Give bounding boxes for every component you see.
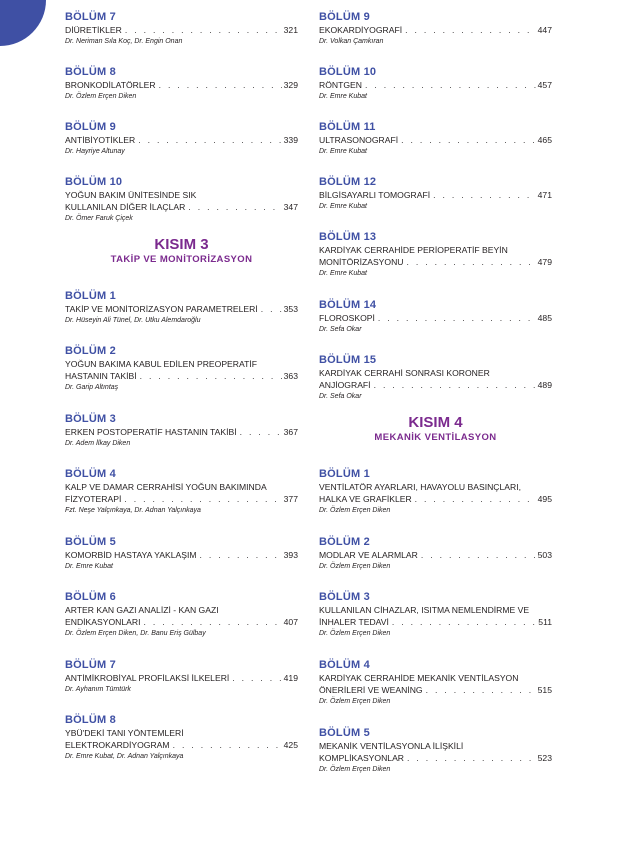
toc-entry[interactable]: [65, 413, 298, 449]
chapter-author: Dr. Hüseyin Ali Tünel, Dr. Utku Alemdaroğlu: [65, 317, 201, 324]
chapter-title-line: DİÜRETİKLER . . . 321: [65, 24, 298, 36]
chapter-title-line: ULTRASONOGRAFİ . . . 465: [319, 134, 552, 146]
chapter-title-line: MODLAR VE ALARMLAR . . . 503: [319, 549, 552, 561]
toc-entry[interactable]: [65, 11, 298, 47]
toc-entry[interactable]: [319, 299, 552, 335]
chapter-author: Dr. Emre Kubat: [319, 148, 367, 155]
chapter-title-line: İNHALER TEDAVİ . . . 511: [319, 616, 552, 628]
chapter-title-line: FİZYOTERAPİ . . . 377: [65, 493, 298, 505]
page-number: 419: [283, 673, 298, 683]
page-number: 339: [283, 135, 298, 145]
toc-entry[interactable]: [319, 536, 552, 572]
chapter-title-line: YBÜ'DEKİ TANI YÖNTEMLERİ: [65, 728, 184, 738]
chapter-author: Dr. Volkan Çamkıran: [319, 38, 384, 45]
chapter-title-line: ANTİBİYOTİKLER . . . 339: [65, 134, 298, 146]
toc-entry[interactable]: [319, 11, 552, 47]
page-number: 465: [537, 135, 552, 145]
part-heading: [319, 414, 552, 445]
chapter-title-line: YOĞUN BAKIM ÜNİTESİNDE SIK: [65, 190, 197, 200]
chapter-author: Dr. Emre Kubat: [319, 270, 367, 277]
toc-entry[interactable]: [319, 354, 552, 402]
chapter-author: Dr. Sefa Okar: [319, 393, 362, 400]
chapter-title-line: VENTİLATÖR AYARLARI, HAVAYOLU BASINÇLARI,: [319, 482, 522, 492]
chapter-title-line: ANJİOGRAFİ . . . 489: [319, 379, 552, 391]
page-number: 523: [537, 753, 552, 763]
chapter-title-line: KARDİYAK CERRAHİDE MEKANİK VENTİLASYON: [319, 673, 519, 683]
toc-entry[interactable]: [65, 290, 298, 326]
chapter-number: BÖLÜM 9: [65, 121, 116, 133]
toc-entry[interactable]: [319, 727, 552, 775]
page-number: 485: [537, 313, 552, 323]
chapter-author: Dr. Emre Kubat, Dr. Adnan Yalçınkaya: [65, 753, 184, 760]
page-number: 495: [537, 494, 552, 504]
chapter-number: BÖLÜM 5: [319, 727, 370, 739]
part-heading: [65, 236, 298, 267]
page-number: 503: [537, 550, 552, 560]
toc-entry[interactable]: [65, 121, 298, 157]
chapter-number: BÖLÜM 11: [319, 121, 376, 133]
page-number: 377: [283, 494, 298, 504]
chapter-author: Dr. Emre Kubat: [65, 563, 113, 570]
chapter-title-line: TAKİP VE MONİTORİZASYON PARAMETRELERİ . . . 353: [65, 303, 298, 315]
chapter-number: BÖLÜM 10: [65, 176, 123, 188]
chapter-number: BÖLÜM 8: [65, 66, 116, 78]
chapter-number: BÖLÜM 13: [319, 231, 377, 243]
chapter-author: Dr. Özlem Erçen Diken: [319, 698, 391, 705]
chapter-author: Dr. Özlem Erçen Diken: [319, 507, 391, 514]
page-number: 447: [537, 25, 552, 35]
chapter-number: BÖLÜM 12: [319, 176, 377, 188]
chapter-author: Dr. Sefa Okar: [319, 326, 362, 333]
chapter-title-line: ELEKTROKARDİYOGRAM . . . 425: [65, 739, 298, 751]
chapter-author: Dr. Ayhanım Tümtürk: [65, 686, 131, 693]
chapter-title-line: ERKEN POSTOPERATİF HASTANIN TAKİBİ . . . 367: [65, 426, 298, 438]
part-title: KISIM 4: [408, 414, 463, 431]
toc-entry[interactable]: [65, 468, 298, 516]
toc-entry[interactable]: [65, 591, 298, 639]
page-number: 321: [283, 25, 298, 35]
chapter-title-line: EKOKARDİYOGRAFİ . . . 447: [319, 24, 552, 36]
toc-entry[interactable]: [65, 536, 298, 572]
chapter-number: BÖLÜM 14: [319, 299, 377, 311]
page-number: 353: [283, 304, 298, 314]
chapter-title-line: KOMORBİD HASTAYA YAKLAŞIM . . . 393: [65, 549, 298, 561]
chapter-author: Dr. Neriman Sıla Koç, Dr. Engin Onan: [65, 38, 183, 45]
toc-entry[interactable]: [319, 231, 552, 279]
toc-entry[interactable]: [319, 66, 552, 102]
chapter-number: BÖLÜM 1: [65, 290, 116, 302]
chapter-author: Dr. Özlem Erçen Diken, Dr. Banu Eriş Gülbay: [65, 630, 206, 637]
toc-entry[interactable]: [319, 176, 552, 212]
chapter-number: BÖLÜM 2: [65, 345, 116, 357]
toc-entry[interactable]: [65, 345, 298, 393]
page-number: 393: [283, 550, 298, 560]
chapter-title-line: KALP VE DAMAR CERRAHİSİ YOĞUN BAKIMINDA: [65, 482, 267, 492]
part-subtitle: TAKİP VE MONİTORİZASYON: [110, 254, 253, 265]
toc-entry[interactable]: [319, 591, 552, 639]
chapter-author: Dr. Özlem Erçen Diken: [319, 766, 391, 773]
chapter-title-line: ENDİKASYONLARI . . . 407: [65, 616, 298, 628]
chapter-author: Dr. Hayriye Altunay: [65, 148, 125, 155]
chapter-author: Dr. Özlem Erçen Diken: [319, 563, 391, 570]
chapter-author: Dr. Ömer Faruk Çiçek: [65, 215, 133, 222]
chapter-title-line: KARDİYAK CERRAHİDE PERİOPERATİF BEYİN: [319, 245, 508, 255]
chapter-title-line: ANTİMİKROBİYAL PROFİLAKSİ İLKELERİ . . . 419: [65, 672, 298, 684]
chapter-number: BÖLÜM 10: [319, 66, 377, 78]
page-number: 471: [537, 190, 552, 200]
chapter-title-line: RÖNTGEN . . . 457: [319, 79, 552, 91]
chapter-author: Dr. Özlem Erçen Diken: [65, 93, 137, 100]
chapter-title-line: BİLGİSAYARLI TOMOGRAFİ . . . 471: [319, 189, 552, 201]
toc-entry[interactable]: [319, 468, 552, 516]
page-number: 479: [537, 257, 552, 267]
chapter-title-line: FLOROSKOPİ . . . 485: [319, 312, 552, 324]
chapter-title-line: HASTANIN TAKİBİ . . . 363: [65, 370, 298, 382]
part-subtitle: MEKANİK VENTİLASYON: [374, 432, 497, 443]
chapter-title-line: ÖNERİLERİ VE WEANİNG . . . 515: [319, 684, 552, 696]
chapter-author: Fzt. Neşe Yalçınkaya, Dr. Adnan Yalçınkaya: [65, 507, 201, 514]
chapter-title-line: KOMPLİKASYONLAR . . . 523: [319, 752, 552, 764]
page-number: 347: [283, 202, 298, 212]
chapter-title-line: BRONKODİLATÖRLER . . . 329: [65, 79, 298, 91]
chapter-title-line: MEKANİK VENTİLASYONLA İLİŞKİLİ: [319, 741, 464, 751]
chapter-author: Dr. Özlem Erçen Diken: [319, 630, 391, 637]
page-number: 329: [283, 80, 298, 90]
page-number: 425: [283, 740, 298, 750]
chapter-author: Dr. Emre Kubat: [319, 93, 367, 100]
chapter-author: Dr. Garip Altıntaş: [65, 384, 119, 391]
chapter-title-line: ARTER KAN GAZI ANALİZİ - KAN GAZI: [65, 605, 219, 615]
page-number: 367: [283, 427, 298, 437]
chapter-title-line: KULLANILAN CİHAZLAR, ISITMA NEMLENDİRME VE: [319, 605, 530, 615]
toc-entry[interactable]: [319, 121, 552, 157]
page-number: 363: [283, 371, 298, 381]
toc-entry[interactable]: [65, 176, 298, 224]
chapter-number: BÖLÜM 8: [65, 714, 116, 726]
toc-entry[interactable]: [319, 659, 552, 707]
chapter-author: Dr. Emre Kubat: [319, 203, 367, 210]
toc-entry[interactable]: [65, 659, 298, 695]
toc-entry[interactable]: [65, 714, 298, 762]
chapter-title-line: HALKA VE GRAFİKLER . . . 495: [319, 493, 552, 505]
chapter-author: Dr. Adem İlkay Diken: [65, 440, 131, 447]
chapter-number: BÖLÜM 6: [65, 591, 116, 603]
part-title: KISIM 3: [154, 236, 209, 253]
page-number: 511: [538, 617, 552, 627]
chapter-number: BÖLÜM 1: [319, 468, 370, 480]
chapter-number: BÖLÜM 2: [319, 536, 370, 548]
chapter-title-line: KARDİYAK CERRAHİ SONRASI KORONER: [319, 368, 490, 378]
chapter-number: BÖLÜM 5: [65, 536, 116, 548]
chapter-number: BÖLÜM 7: [65, 11, 116, 23]
page-number: 457: [537, 80, 552, 90]
chapter-number: BÖLÜM 7: [65, 659, 116, 671]
page-number: 515: [537, 685, 552, 695]
chapter-number: BÖLÜM 4: [65, 468, 116, 480]
page-number: 489: [537, 380, 552, 390]
chapter-number: BÖLÜM 4: [319, 659, 370, 671]
chapter-title-line: KULLANILAN DİĞER İLAÇLAR . . . 347: [65, 201, 298, 213]
toc-entry[interactable]: [65, 66, 298, 102]
page-number: 407: [283, 617, 298, 627]
chapter-number: BÖLÜM 15: [319, 354, 377, 366]
chapter-title-line: YOĞUN BAKIMA KABUL EDİLEN PREOPERATİF: [65, 359, 257, 369]
chapter-number: BÖLÜM 3: [65, 413, 116, 425]
chapter-title-line: MONİTÖRİZASYONU . . . 479: [319, 256, 552, 268]
chapter-number: BÖLÜM 3: [319, 591, 370, 603]
corner-tab-decoration: [0, 0, 46, 46]
chapter-number: BÖLÜM 9: [319, 11, 370, 23]
